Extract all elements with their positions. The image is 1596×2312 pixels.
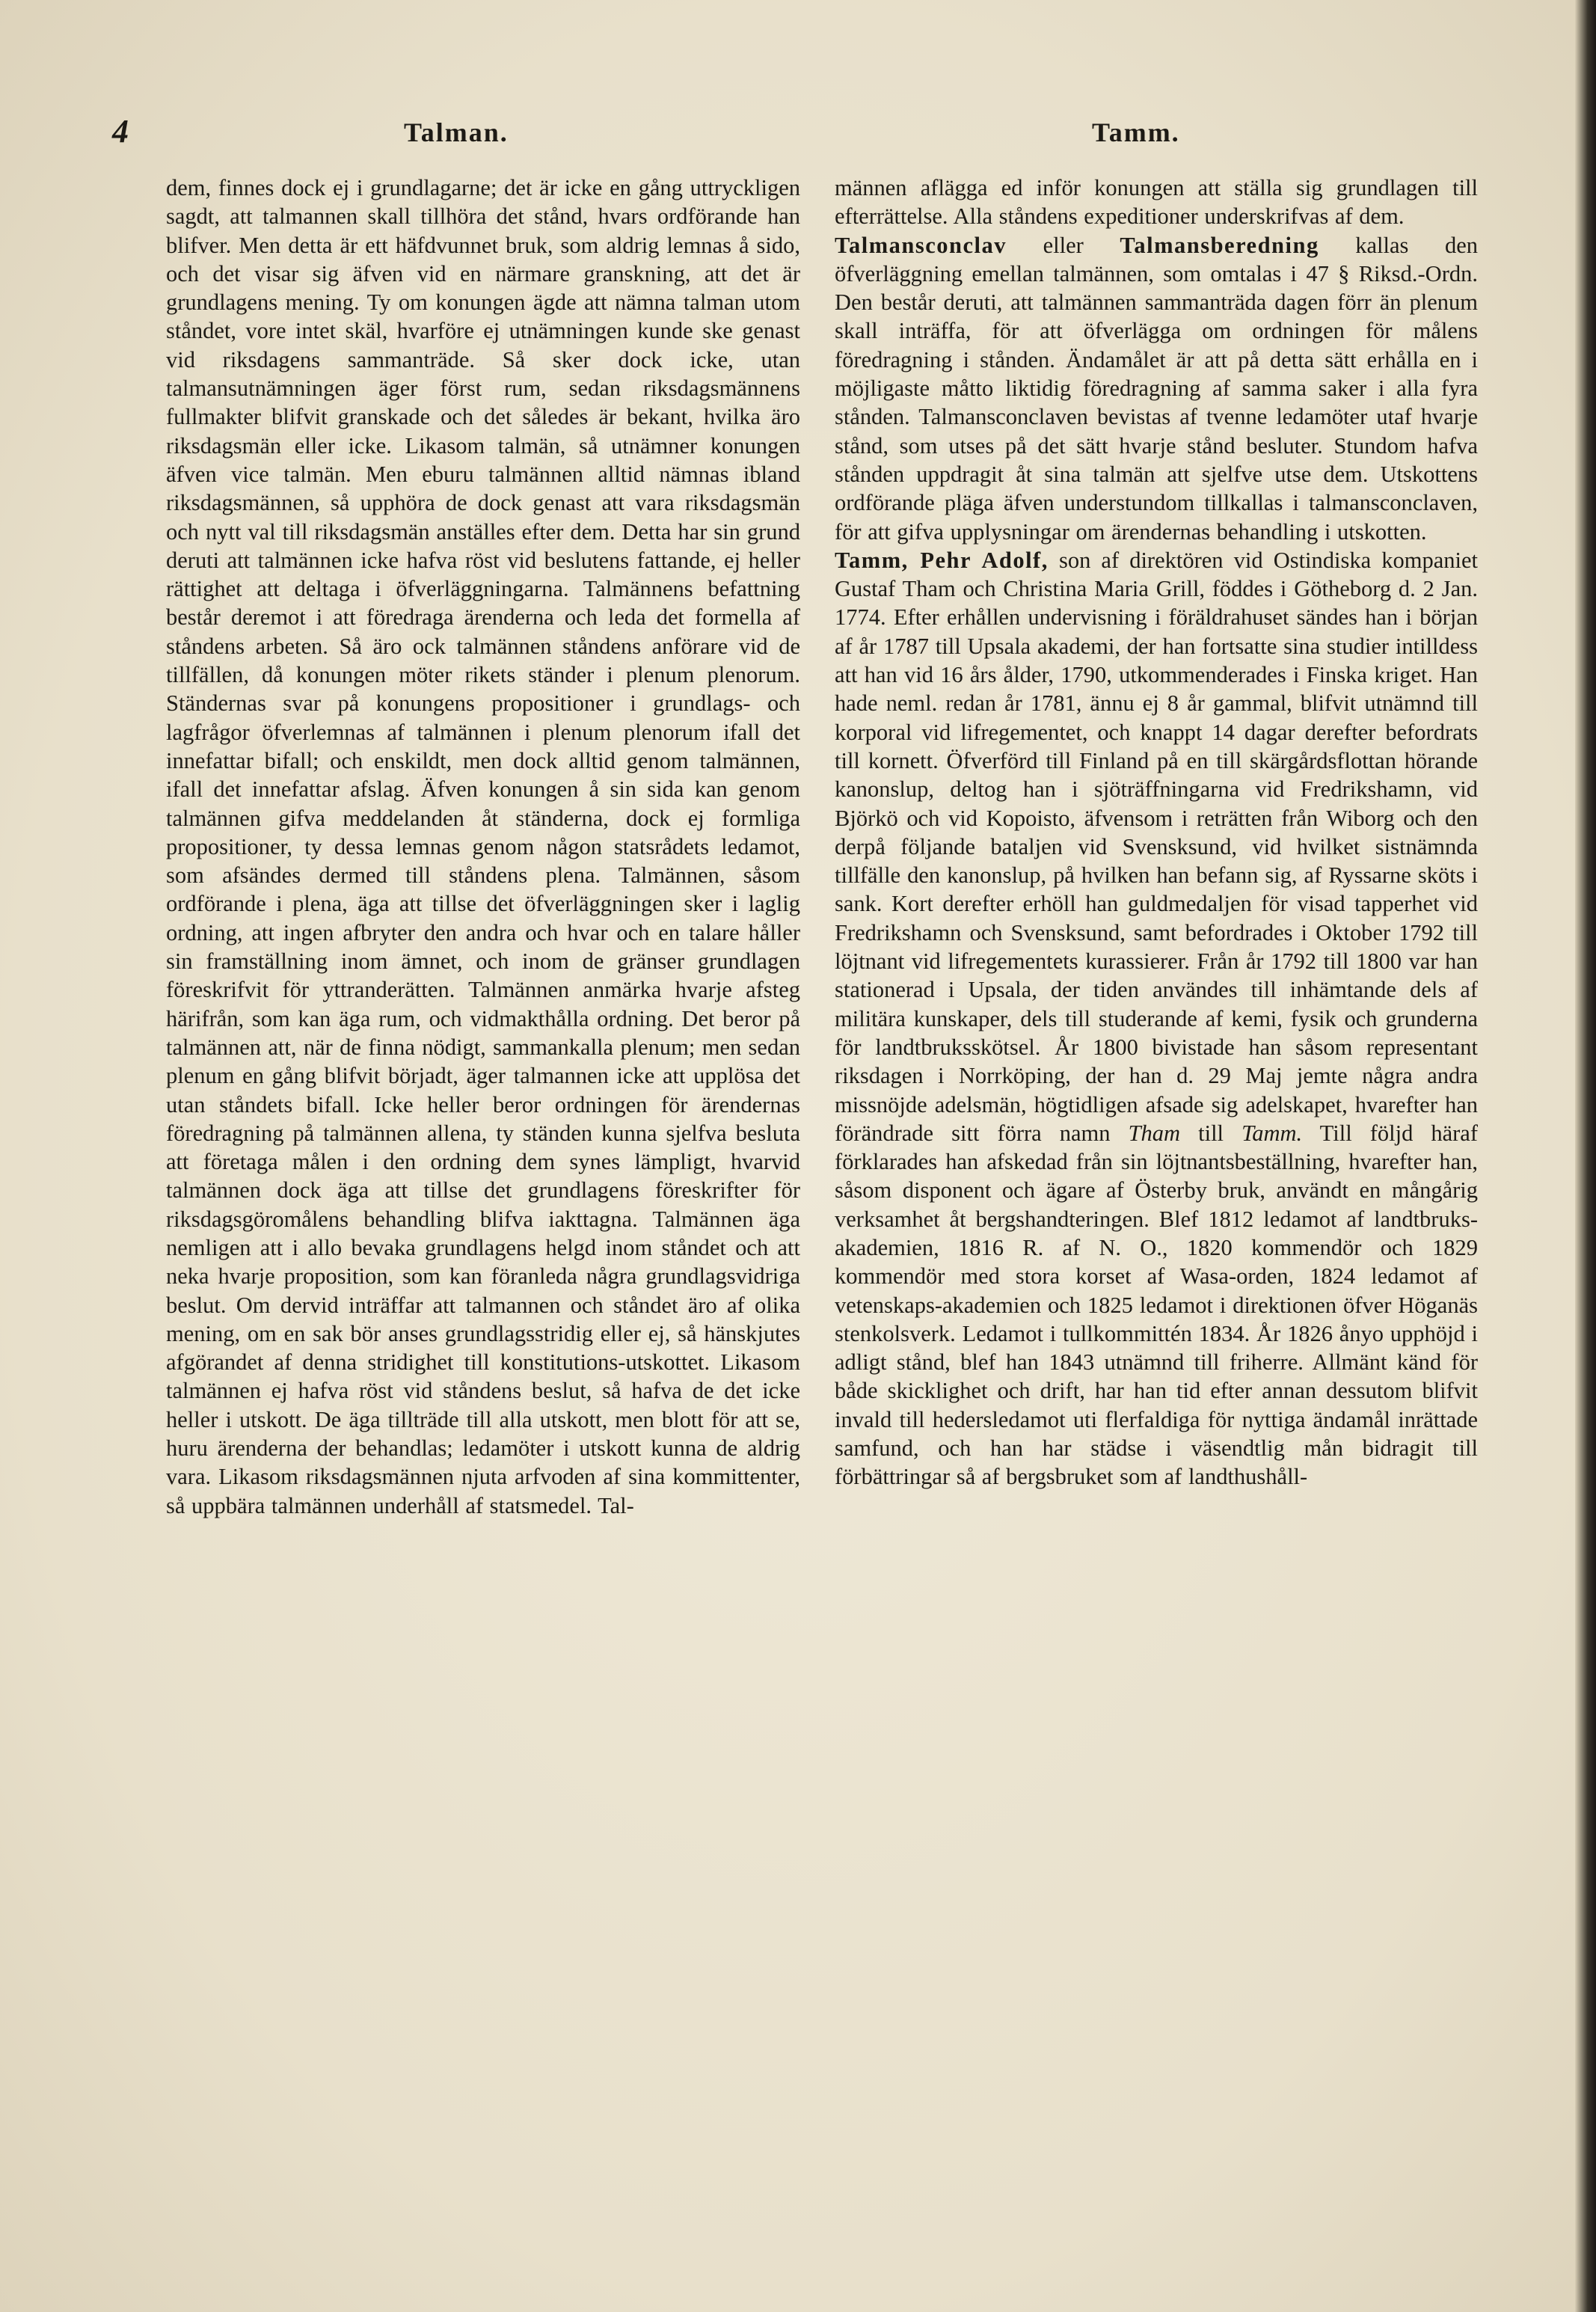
left-column-text: dem, finnes dock ej i grundlagarne; det är icke en gång uttryckligen sagdt, att talmannen skall tillhöra det stånd, hvars ordförande han blifver. Men detta är ett häfdvunnet bruk, som aldrig lemnas å sido, och det visar sig äfven vid en närmare granskning, att det är grundlagens mening. Ty om konungen ägde att nämna talman utom ståndet, vore intet skäl, hvarföre ej utnämningen kunde ske genast vid riksdagens sammanträde. Så sker dock icke, utan talmansutnämningen äger först rum, sedan riksdagsmännens fullmakter blifvit granskade och det således är bekant, hvilka äro riksdagsmän eller icke. Likasom talmän, så utnämner konungen äfven vice talmän. Men eburu talmännen alltid nämnas ibland riksdagsmännen, så upphöra de dock genast att vara riksdagsmän och nytt val till riksdagsmän anställes efter dem. Detta har sin grund deruti att talmännen icke hafva röst vid beslutens fattande, ej heller rättighet att deltaga i öfverläggningarna. Talmännens befattning består deremot i att föredraga ärenderna och leda det formella af ståndens arbeten. Så äro ock talmännen ståndens anförare vid de tillfällen, då konungen möter rikets ständer i plenum plenorum. Ständernas svar på konungens propositioner i grundlags- och lagfrågor öfverlemnas af talmännen i plenum plenorum ifall det innefattar bifall; och enskildt, men dock alltid genom talmännen, ifall det innefattar afslag. Äfven konungen å sin sida kan genom talmännen gifva meddelanden åt ständerna, dock ej formliga propositioner, ty dessa lemnas genom någon statsrådets ledamot, som afsändes dermed till ståndens plena. Talmännen, såsom ordförande i plena, äga att tillse det öfverläggningen sker i laglig ordning, att ingen afbryter den andra och hvar och en talare håller sin framställning inom ämnet, och inom de gränser grundlagen föreskrifvit för yttranderätten. Talmännen anmärka hvarje afsteg härifrån, som kan äga rum, och vidmakthålla ordning. Det beror på talmännen att, när de finna nödigt, sammankalla plenum; men sedan plenum en gång blifvit börjadt, äger talmannen icke att upplösa det utan ståndets bifall. Icke heller beror ordningen för ärendernas föredragning på talmännen allena, ty ständen kunna sjelfva besluta att företaga målen i den ordning dem synes lämpligt, hvarvid talmännen dock äga att tillse det grundlagens föreskrifter för riksdagsgöromålens behandling blifva iakttagna. Talmännen äga nemligen att i allo bevaka grundlagens helgd inom ståndet och att neka hvarje proposition, som kan föranleda några grundlagsvidriga beslut. Om dervid inträffar att talmannen och ståndet äro af olika mening, om en sak bör anses grundlagsstridig eller ej, så hänskjutes afgörandet af denna stridighet till konstitutions-utskottet. Likasom talmännen ej hafva röst vid ståndens beslut, så hafva de det icke heller i utskott. De äga tillträde till alla utskott, men blott för att se, huru ärenderna der behandlas; ledamöter i utskott kunna de aldrig vara. Likasom riksdagsmännen njuta arfvoden af sina kommittenter, så uppbära talmännen underhåll af statsmedel. Tal- [166, 175, 800, 1518]
left-running-head: Talman. [404, 117, 509, 147]
entry-italic-tham: Tham [1128, 1120, 1181, 1146]
entry-italic-tamm: Tamm. [1241, 1120, 1303, 1146]
continuation-paragraph: männen aflägga ed inför konungen att ställa sig grundlagen till efterrättelse. Alla ståndens expeditioner underskrifvas af dem. [835, 175, 1478, 230]
running-header [112, 112, 1496, 157]
entry-text-tamm-c: Till följd häraf förklarades han afskedad från sin löjtnantsbeställning, hvarefter han, såsom disponent och ägare af Österby bruk, användt en mångårig verksamhet åt bergshandteringen. Blef 1812 ledamot af landtbruks-akademien, 1816 R. af N. O., 1820 kommendör och 1829 kommendör med stora korset af Wasa-orden, 1824 ledamot af vetenskaps-akademien och 1825 ledamot i direktionen öfver Höganäs stenkolsverk. Ledamot i tullkommittén 1834. År 1826 ånyo upphöjd i adligt stånd, blef han 1843 utnämnd till friherre. Allmänt känd för både skicklighet och drift, har han tid efter annan dessutom blifvit invald till hedersledamot uti flerfaldiga för nyttiga ändamål inrättade samfund, och han har städse i väsendtlig mån bidragit till förbättringar så af bergsbruket som af landthushåll- [835, 1120, 1478, 1490]
entry-headword-tamm: Tamm, Pehr Adolf, [835, 547, 1049, 573]
entry-tamm [835, 546, 1478, 1491]
entry-joiner: eller [1007, 232, 1120, 258]
right-column [835, 174, 1478, 2238]
entry-headword-talmansberedning: Talmansberedning [1120, 232, 1319, 258]
page-binding-edge [1575, 0, 1596, 2312]
entry-text-tamm-b: till [1180, 1120, 1242, 1146]
entry-talmansconclav [835, 231, 1478, 546]
entry-text-tamm-a: son af direktören vid Ostindiska kompaniet Gustaf Tham och Christina Maria Grill, föddes i Götheborg d. 2 Jan. 1774. Efter erhållen undervisning i föräldrahuset sändes han i början af år 1787 till Upsala akademi, der han fortsatte sina studier intilldess att han vid 16 års ålder, 1790, utkommenderades i Finska kriget. Han hade neml. redan år 1781, ännu ej 8 år gammal, blifvit utnämnd till korporal vid lifregementet, och knappt 14 dagar derefter befordrats till kornett. Öfverförd till Finland på en till skärgårdsflottan hörande kanonslup, deltog han i sjöträffningarna vid Fredrikshamn, vid Björkö och vid Kopoisto, äfvensom i reträtten från Wiborg och den derpå följande bataljen vid Svensksund, vid hvilket sistnämnda tillfälle den kanonslup, på hvilken han befann sig, af Ryssarne sköts i sank. Kort derefter erhöll han guldmedaljen för visad tapperhet vid Fredrikshamn och Svensksund, samt befordrades i Oktober 1792 till löjtnant vid lifregementets kurassierer. Från år 1792 till 1800 var han stationerad i Upsala, der tiden användes till inhämtande dels af militära kunskaper, dels till studerande af kemi, fysik och grunderna för landtbruksskötsel. År 1800 bivistade han såsom representant riksdagen i Norrköping, der han d. 29 Maj jemte några andra missnöjde adelsmän, högtidligen afsade sig adelskapet, hvarefter han förändrade sitt förra namn [835, 547, 1478, 1146]
left-column [166, 174, 800, 2238]
page-number: 4 [112, 113, 129, 150]
entry-text-talmansconclav: kallas den öfverläggning emellan talmännen, som omtalas i 47 § Riksd.-Ordn. Den består deruti, att talmännen sammanträda dagen förr än plenum skall inträffa, för att öfverlägga om ordningen för målens föredragning i stånden. Ändamålet är att på detta sätt erhålla en i möjligaste måtto liktidig föredragning af samma saker i alla fyra stånden. Talmansconclaven bevistas af tvenne ledamöter utaf hvarje stånd, som utses på det sätt hvarje stånd besluter. Stundom hafva stånden uppdragit åt sina talmän att sjelfve utse dem. Utskottens ordförande pläga äfven understundom tillkallas i talmansconclaven, för att gifva upplysningar om ärendernas behandling i utskotten. [835, 232, 1478, 545]
right-running-head: Tamm. [1092, 117, 1180, 147]
entry-headword-talmansconclav: Talmansconclav [835, 232, 1007, 258]
